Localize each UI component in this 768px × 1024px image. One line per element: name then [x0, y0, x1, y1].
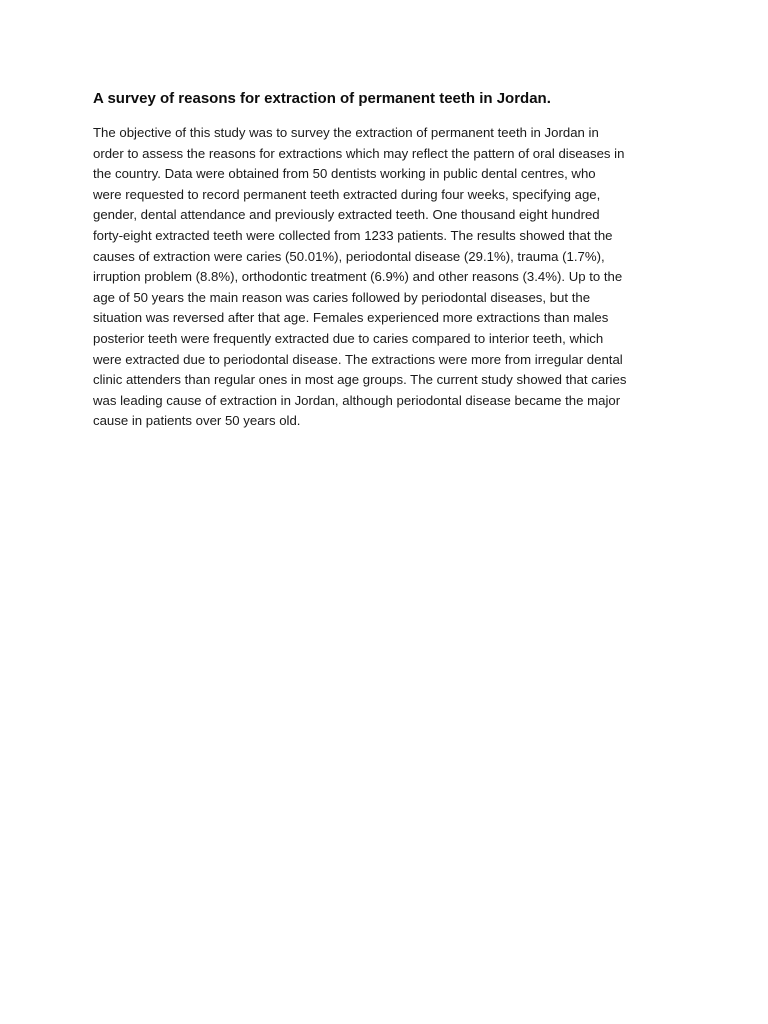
abstract-line: the country. Data were obtained from 50 dentists working in public dental centres, who — [93, 166, 596, 182]
abstract-line: was leading cause of extraction in Jordan, although periodontal disease became the major — [93, 392, 621, 408]
abstract-line: were requested to record permanent teeth extracted during four weeks, specifying age, — [93, 186, 601, 202]
abstract-line: age of 50 years the main reason was caries followed by periodontal diseases, but the — [93, 289, 591, 305]
abstract-line: cause in patients over 50 years old. — [93, 413, 301, 429]
abstract-line: gender, dental attendance and previously extracted teeth. One thousand eight hundred — [93, 207, 600, 223]
abstract-line: situation was reversed after that age. Females experienced more extractions than males — [93, 310, 609, 326]
abstract-line: clinic attenders than regular ones in most age groups. The current study showed that caries — [93, 372, 627, 388]
abstract-line: irruption problem (8.8%), orthodontic treatment (6.9%) and other reasons (3.4%). Up to the — [93, 269, 623, 285]
abstract-line: posterior teeth were frequently extracted due to caries compared to interior teeth, which — [93, 330, 604, 346]
abstract-line: were extracted due to periodontal disease. The extractions were more from irregular dental — [93, 351, 623, 367]
document-title: A survey of reasons for extraction of permanent teeth in Jordan. — [93, 90, 551, 107]
abstract-line: The objective of this study was to survey the extraction of permanent teeth in Jordan in — [93, 125, 599, 140]
abstract-line: causes of extraction were caries (50.01%), periodontal disease (29.1%), trauma (1.7%), — [93, 248, 605, 264]
abstract-line: forty-eight extracted teeth were collected from 1233 patients. The results showed that the — [93, 227, 613, 243]
abstract-paragraph — [93, 123, 678, 432]
abstract-line: order to assess the reasons for extractions which may reflect the pattern of oral diseases in — [93, 145, 625, 161]
